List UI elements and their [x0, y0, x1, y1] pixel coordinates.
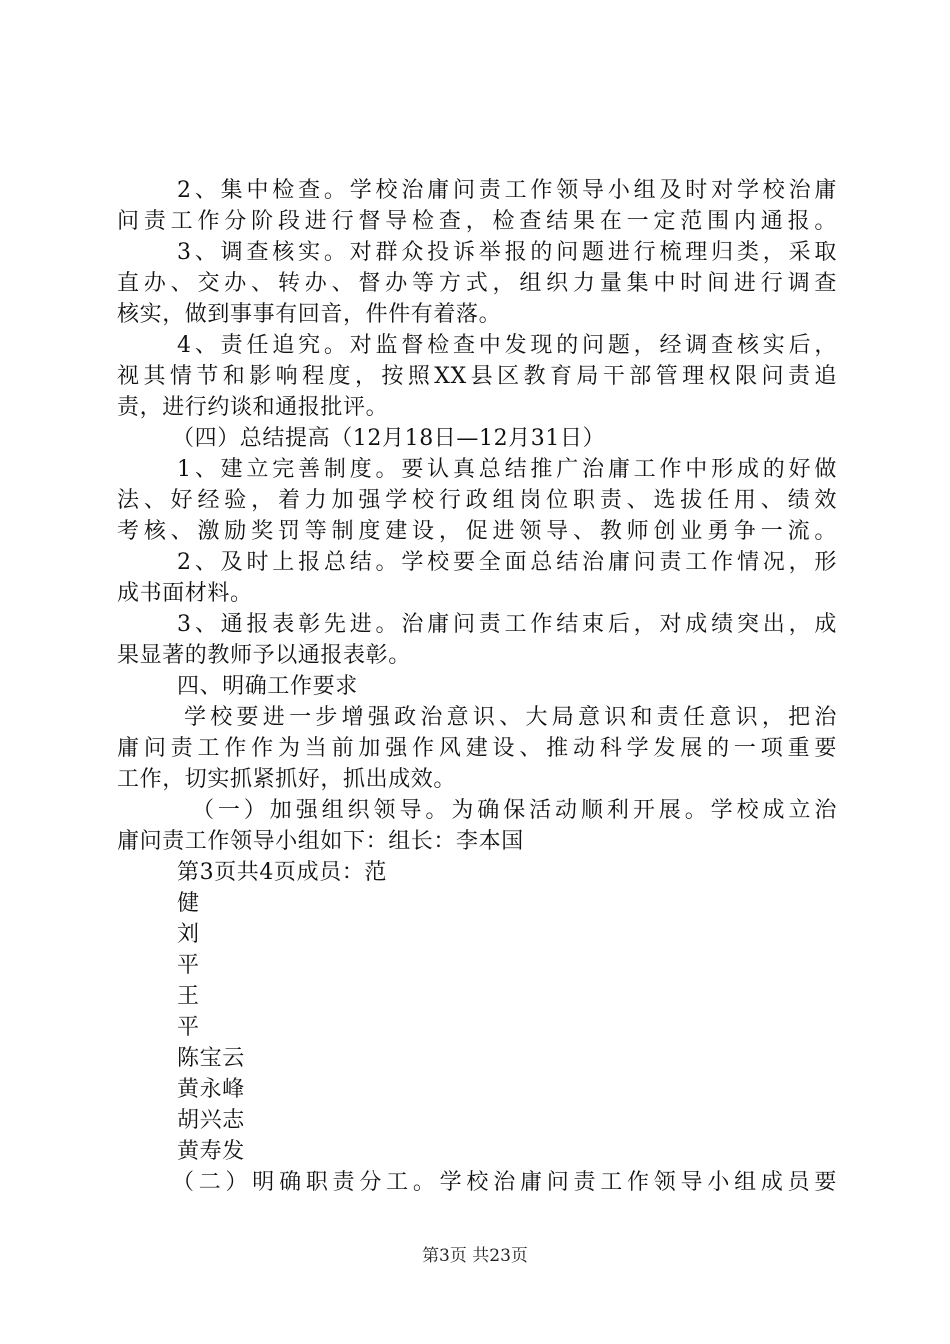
paragraph-line: 核实，做到事事有回音，件件有着落。 [117, 302, 502, 327]
paragraph-line: 问责工作分阶段进行督导检查，检查结果在一定范围内通报。 [117, 209, 837, 234]
member-line: 第3页共4页成员：范 [177, 860, 387, 885]
paragraph-line: 庸问责工作领导小组如下：组长：李本国 [117, 829, 524, 854]
paragraph-line: 法、好经验，着力加强学校行政组岗位职责、选拔任用、绩效 [117, 488, 837, 513]
member-line: 黄永峰 [177, 1077, 245, 1102]
member-line: 王 [177, 984, 200, 1009]
paragraph-line: 责，进行约谈和通报批评。 [117, 395, 389, 420]
member-line: 黄寿发 [177, 1139, 245, 1164]
member-line: 刘 [177, 922, 200, 947]
paragraph-line: 3、调查核实。对群众投诉举报的问题进行梳理归类，采取 [177, 240, 837, 265]
paragraph-line: 1、建立完善制度。要认真总结推广治庸工作中形成的好做 [177, 457, 837, 482]
paragraph-line: 成书面材料。 [117, 581, 253, 606]
paragraph-line: 庸问责工作作为当前加强作风建设、推动科学发展的一项重要 [117, 736, 837, 761]
paragraph-line: 3、通报表彰先进。治庸问责工作结束后，对成绩突出，成 [177, 612, 837, 637]
member-line: 胡兴志 [177, 1108, 245, 1133]
page-footer [0, 1244, 950, 1268]
member-line: 陈宝云 [177, 1046, 245, 1071]
paragraph-line: 2、集中检查。学校治庸问责工作领导小组及时对学校治庸 [177, 178, 837, 203]
paragraph-line: 2、及时上报总结。学校要全面总结治庸问责工作情况，形 [177, 550, 837, 575]
section-heading: 四、明确工作要求 [177, 674, 358, 699]
paragraph-line: 工作，切实抓紧抓好，抓出成效。 [117, 767, 457, 792]
paragraph-line: 果显著的教师予以通报表彰。 [117, 643, 411, 668]
page-number-label: 第3页 共23页 [422, 1246, 528, 1266]
member-line: 健 [177, 891, 200, 916]
paragraph-line: 视其情节和影响程度，按照XX县区教育局干部管理权限问责追 [117, 364, 837, 389]
paragraph-line: 直办、交办、转办、督办等方式，组织力量集中时间进行调查 [117, 271, 837, 296]
paragraph-line: 学校要进一步增强政治意识、大局意识和责任意识，把治 [184, 705, 837, 730]
paragraph-line: （一）加强组织领导。为确保活动顺利开展。学校成立治 [192, 798, 837, 823]
paragraph-line: （二）明确职责分工。学校治庸问责工作领导小组成员要 [172, 1170, 837, 1195]
paragraph-line: 考核、激励奖罚等制度建设，促进领导、教师创业勇争一流。 [117, 519, 837, 544]
member-line: 平 [177, 953, 200, 978]
section-heading: （四）总结提高（12月18日—12月31日） [172, 426, 606, 451]
member-line: 平 [177, 1015, 200, 1040]
paragraph-line: 4、责任追究。对监督检查中发现的问题，经调查核实后， [177, 333, 837, 358]
document-body [117, 175, 837, 1198]
